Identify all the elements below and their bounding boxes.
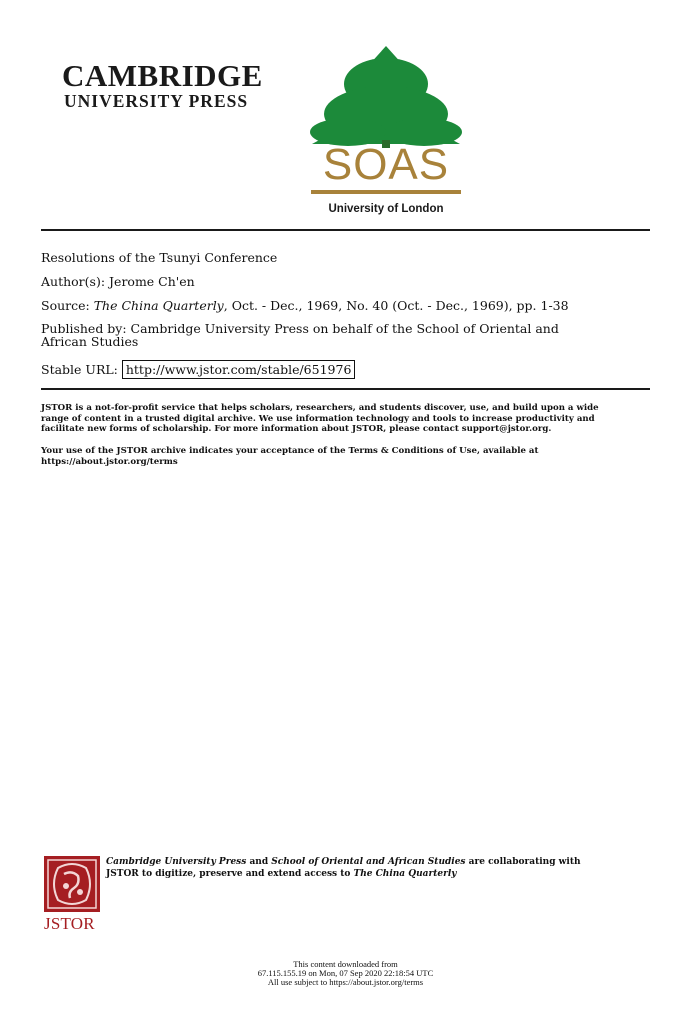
soas-divider <box>311 190 461 194</box>
collab-and: and <box>246 857 272 867</box>
collab-school: School of Oriental and African Studies <box>271 857 466 867</box>
source-line <box>41 298 569 313</box>
article-title: Resolutions of the Tsunyi Conference <box>41 250 278 265</box>
author-label: Author(s): <box>41 274 106 289</box>
soas-university-label: University of London <box>328 203 444 215</box>
author-line <box>41 274 195 289</box>
terms-paragraph <box>41 446 651 467</box>
journal-name: The China Quarterly <box>93 298 224 313</box>
collaboration-line-2 <box>106 869 626 881</box>
footer-download-note: This content downloaded from <box>293 959 398 969</box>
published-line-2: African Studies <box>41 334 139 349</box>
author-name: Jerome Ch'en <box>109 274 195 289</box>
jstor-notice-paragraph <box>41 403 651 435</box>
published-line-1: Published by: Cambridge University Press on behalf of the School of Oriental and <box>41 321 559 336</box>
terms-line: Your use of the JSTOR archive indicates your acceptance of the Terms & Conditions of Use, available at <box>41 446 539 456</box>
collab-line2-start: JSTOR to digitize, preserve and extend access to <box>106 868 354 879</box>
stable-url-label: Stable URL: <box>41 362 118 377</box>
notice-line: range of content in a trusted digital archive. We use information technology and tools to increase productivity and <box>41 413 595 424</box>
notice-line: JSTOR is a not-for-profit service that helps scholars, researchers, and students discover, use, and build upon a wide <box>41 403 599 413</box>
notice-line: facilitate new forms of scholarship. For more information about JSTOR, please contact support@jstor.org. <box>41 424 552 434</box>
source-details: , Oct. - Dec., 1969, No. 40 (Oct. - Dec., 1969), pp. 1-38 <box>223 298 569 313</box>
middle-divider <box>41 388 650 390</box>
jstor-wordmark: JSTOR <box>44 914 95 933</box>
footer-terms: All use subject to https://about.jstor.org/terms <box>267 977 424 987</box>
collaboration-line-1 <box>106 857 626 869</box>
footer-ip-timestamp: 67.115.155.19 on Mon, 07 Sep 2020 22:18:54 UTC <box>257 968 434 978</box>
terms-link[interactable]: https://about.jstor.org/terms <box>41 456 178 467</box>
cambridge-logo-line2: UNIVERSITY PRESS <box>64 91 249 111</box>
top-divider <box>41 229 650 231</box>
stable-url-link[interactable]: http://www.jstor.com/stable/651976 <box>122 360 356 379</box>
collab-rest: are collaborating with <box>465 857 581 867</box>
cambridge-logo-line1: CAMBRIDGE <box>62 58 263 93</box>
collab-journal: The China Quarterly <box>353 868 457 879</box>
collab-publisher: Cambridge University Press <box>106 857 247 867</box>
soas-wordmark: SOAS <box>322 140 450 189</box>
jstor-emblem-logo <box>44 856 100 912</box>
source-label: Source: <box>41 298 90 313</box>
collaboration-statement <box>106 857 626 880</box>
stable-url-line <box>41 362 355 377</box>
